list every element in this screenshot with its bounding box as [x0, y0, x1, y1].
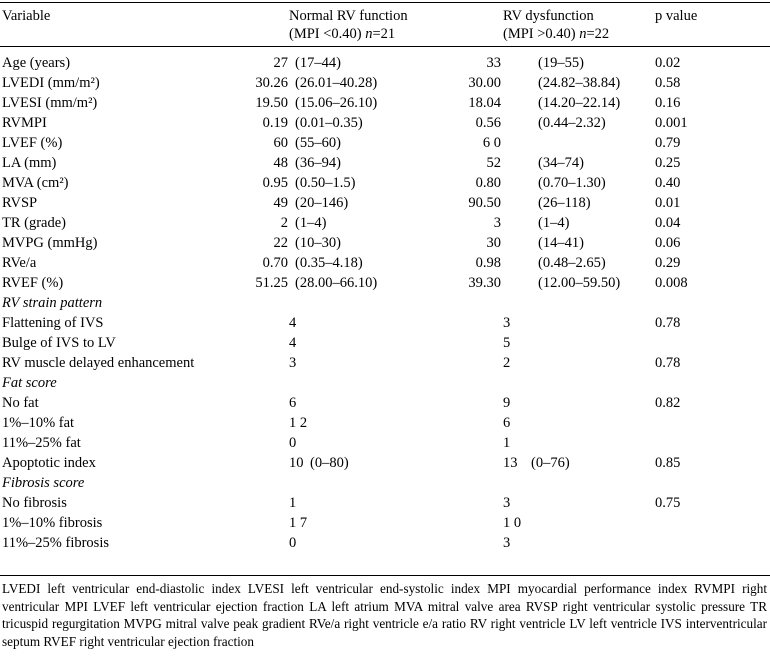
p-value: 0.02 [655, 55, 681, 71]
p-value: 0.75 [655, 495, 681, 511]
normal-range: (55–60) [295, 135, 341, 151]
dysfunction-range: (14–41) [538, 235, 584, 251]
normal-value: 4 [289, 315, 297, 331]
dysfunction-value: 39.30 [468, 275, 501, 291]
dysfunction-value: 6 0 [482, 135, 501, 151]
table-row [0, 173, 770, 193]
table-row [0, 113, 770, 133]
table-row [0, 273, 770, 293]
normal-range: (15.06–26.10) [295, 95, 378, 111]
normal-value: 1 [289, 495, 297, 511]
normal-range: (28.00–66.10) [295, 275, 378, 291]
bottom-rule [0, 575, 770, 576]
row-label: 11%–25% fat [2, 435, 81, 451]
table-row [0, 433, 770, 453]
row-label: RVe/a [2, 255, 37, 271]
dysfunction-range: (34–74) [538, 155, 584, 171]
section-heading: RV strain pattern [2, 295, 103, 311]
dysfunction-value: 9 [503, 395, 511, 411]
normal-range: (20–146) [295, 195, 349, 211]
normal-range: (26.01–40.28) [295, 75, 378, 91]
p-value: 0.008 [655, 275, 688, 291]
row-label: Age (years) [2, 55, 71, 71]
row-label: Flattening of IVS [2, 315, 104, 331]
dysfunction-value: 0.98 [475, 255, 501, 271]
p-value: 0.78 [655, 355, 681, 371]
row-label: MVA (cm²) [2, 175, 69, 191]
table-row [0, 413, 770, 433]
normal-value: 51.25 [255, 275, 288, 291]
p-value: 0.29 [655, 255, 681, 271]
dysfunction-value: 0.56 [475, 115, 501, 131]
table-row [0, 233, 770, 253]
row-label: TR (grade) [2, 215, 67, 231]
dysfunction-value: 33 [486, 55, 501, 71]
row-label: RVMPI [2, 115, 47, 131]
dysfunction-value: 5 [503, 335, 511, 351]
normal-value: 48 [273, 155, 288, 171]
dysfunction-value: 3 [503, 495, 511, 511]
dysfunction-value: 1 [503, 435, 511, 451]
normal-value: 6 [289, 395, 297, 411]
normal-value: 30.26 [255, 75, 288, 91]
normal-value: 1 2 [289, 415, 308, 431]
normal-value: 49 [273, 195, 288, 211]
table-row [0, 493, 770, 513]
dysfunction-range: (0.70–1.30) [538, 175, 606, 191]
row-label: LA (mm) [2, 155, 57, 171]
row-label: LVEDI (mm/m²) [2, 75, 100, 91]
dysfunction-value: 3 [503, 535, 511, 551]
normal-value: 1 7 [289, 515, 308, 531]
table-row [0, 53, 770, 73]
dysfunction-range: (0–76) [531, 455, 570, 471]
table-row [0, 393, 770, 413]
table-row [0, 533, 770, 553]
table-row [0, 153, 770, 173]
dysfunction-range: (0.44–2.32) [538, 115, 606, 131]
dysfunction-value: 18.04 [468, 95, 501, 111]
dysfunction-value: 3 [503, 315, 511, 331]
table-row [0, 93, 770, 113]
row-label: Bulge of IVS to LV [2, 335, 116, 351]
table-row [0, 133, 770, 153]
normal-value: 2 [280, 215, 288, 231]
p-value: 0.25 [655, 155, 681, 171]
table-row [0, 193, 770, 213]
p-value: 0.04 [655, 215, 681, 231]
row-label: LVEF (%) [2, 135, 63, 151]
header-dysfunction-line2: (MPI >0.40) n=22 [503, 26, 610, 42]
row-label: Apoptotic index [2, 455, 96, 471]
normal-value: 0 [289, 535, 297, 551]
p-value: 0.58 [655, 75, 681, 91]
dysfunction-range: (19–55) [538, 55, 584, 71]
section-heading: Fat score [2, 375, 57, 391]
dysfunction-range: (1–4) [538, 215, 570, 231]
p-value: 0.001 [655, 115, 688, 131]
row-label: No fat [2, 395, 39, 411]
normal-range: (0.35–4.18) [295, 255, 363, 271]
row-label: 1%–10% fibrosis [2, 515, 103, 531]
p-value: 0.01 [655, 195, 681, 211]
p-value: 0.78 [655, 315, 681, 331]
normal-range: (0.01–0.35) [295, 115, 363, 131]
normal-value: 0 [289, 435, 297, 451]
row-label: RVSP [2, 195, 38, 211]
normal-value: 0.95 [262, 175, 288, 191]
row-label: No fibrosis [2, 495, 67, 511]
header-p-value: p value [655, 8, 698, 24]
dysfunction-value: 3 [493, 215, 501, 231]
normal-value: 3 [289, 355, 297, 371]
normal-value: 10 [289, 455, 304, 471]
dysfunction-range: (12.00–59.50) [538, 275, 621, 291]
dysfunction-range: (14.20–22.14) [538, 95, 621, 111]
normal-range: (0–80) [310, 455, 349, 471]
section-heading: Fibrosis score [2, 475, 85, 491]
p-value: 0.82 [655, 395, 681, 411]
top-rule [0, 2, 770, 3]
dysfunction-range: (24.82–38.84) [538, 75, 621, 91]
row-label: 1%–10% fat [2, 415, 75, 431]
dysfunction-value: 90.50 [468, 195, 501, 211]
header-normal-line1: Normal RV function [289, 8, 408, 24]
row-label: MVPG (mmHg) [2, 235, 98, 251]
normal-value: 0.19 [262, 115, 288, 131]
header-normal-line2: (MPI <0.40) n=21 [289, 26, 396, 42]
dysfunction-value: 30.00 [468, 75, 501, 91]
normal-value: 0.70 [262, 255, 288, 271]
dysfunction-value: 1 0 [503, 515, 522, 531]
p-value: 0.79 [655, 135, 681, 151]
normal-value: 4 [289, 335, 297, 351]
dysfunction-range: (0.48–2.65) [538, 255, 606, 271]
section-fibrosis-score [0, 473, 770, 493]
normal-value: 27 [273, 55, 288, 71]
dysfunction-value: 52 [486, 155, 501, 171]
dysfunction-value: 13 [503, 455, 518, 471]
footnote: LVEDI left ventricular end-diastolic index LVESI left ventricular end-systolic index MPI myocardial performance index RVMPI right ventricular MPI LVEF left ventricular ejection fraction LA left atrium MVA mitral valve area RVSP right ventricular systolic pressure TR tricuspid regurgitation MVPG mitral valve peak gradient RVe/a right ventricle e/a ratio RV right ventricle LV left ventricle IVS interventricular septum RVEF right ventricular ejection fraction [2, 581, 767, 649]
table-row [0, 513, 770, 533]
normal-range: (36–94) [295, 155, 341, 171]
dysfunction-range: (26–118) [538, 195, 591, 211]
dysfunction-value: 6 [503, 415, 511, 431]
normal-range: (10–30) [295, 235, 341, 251]
section-rv-strain [0, 293, 770, 313]
header-rule [0, 46, 770, 47]
table-row [0, 333, 770, 353]
header-dysfunction-line1: RV dysfunction [503, 8, 594, 24]
dysfunction-value: 0.80 [475, 175, 501, 191]
p-value: 0.16 [655, 95, 681, 111]
table-row [0, 253, 770, 273]
p-value: 0.06 [655, 235, 681, 251]
dysfunction-value: 2 [503, 355, 511, 371]
table-row [0, 313, 770, 333]
row-label: 11%–25% fibrosis [2, 535, 109, 551]
normal-range: (17–44) [295, 55, 341, 71]
row-label: RV muscle delayed enhancement [2, 355, 195, 371]
normal-value: 22 [273, 235, 288, 251]
normal-range: (0.50–1.5) [295, 175, 356, 191]
dysfunction-value: 30 [486, 235, 501, 251]
normal-value: 60 [273, 135, 288, 151]
table-row [0, 213, 770, 233]
header-variable: Variable [2, 8, 51, 24]
p-value: 0.85 [655, 455, 681, 471]
row-label: RVEF (%) [2, 275, 64, 291]
normal-range: (1–4) [295, 215, 327, 231]
table-row [0, 73, 770, 93]
table-row [0, 353, 770, 373]
normal-value: 19.50 [255, 95, 288, 111]
p-value: 0.40 [655, 175, 681, 191]
row-label: LVESI (mm/m²) [2, 95, 98, 111]
table-row [0, 453, 770, 473]
section-fat-score [0, 373, 770, 393]
